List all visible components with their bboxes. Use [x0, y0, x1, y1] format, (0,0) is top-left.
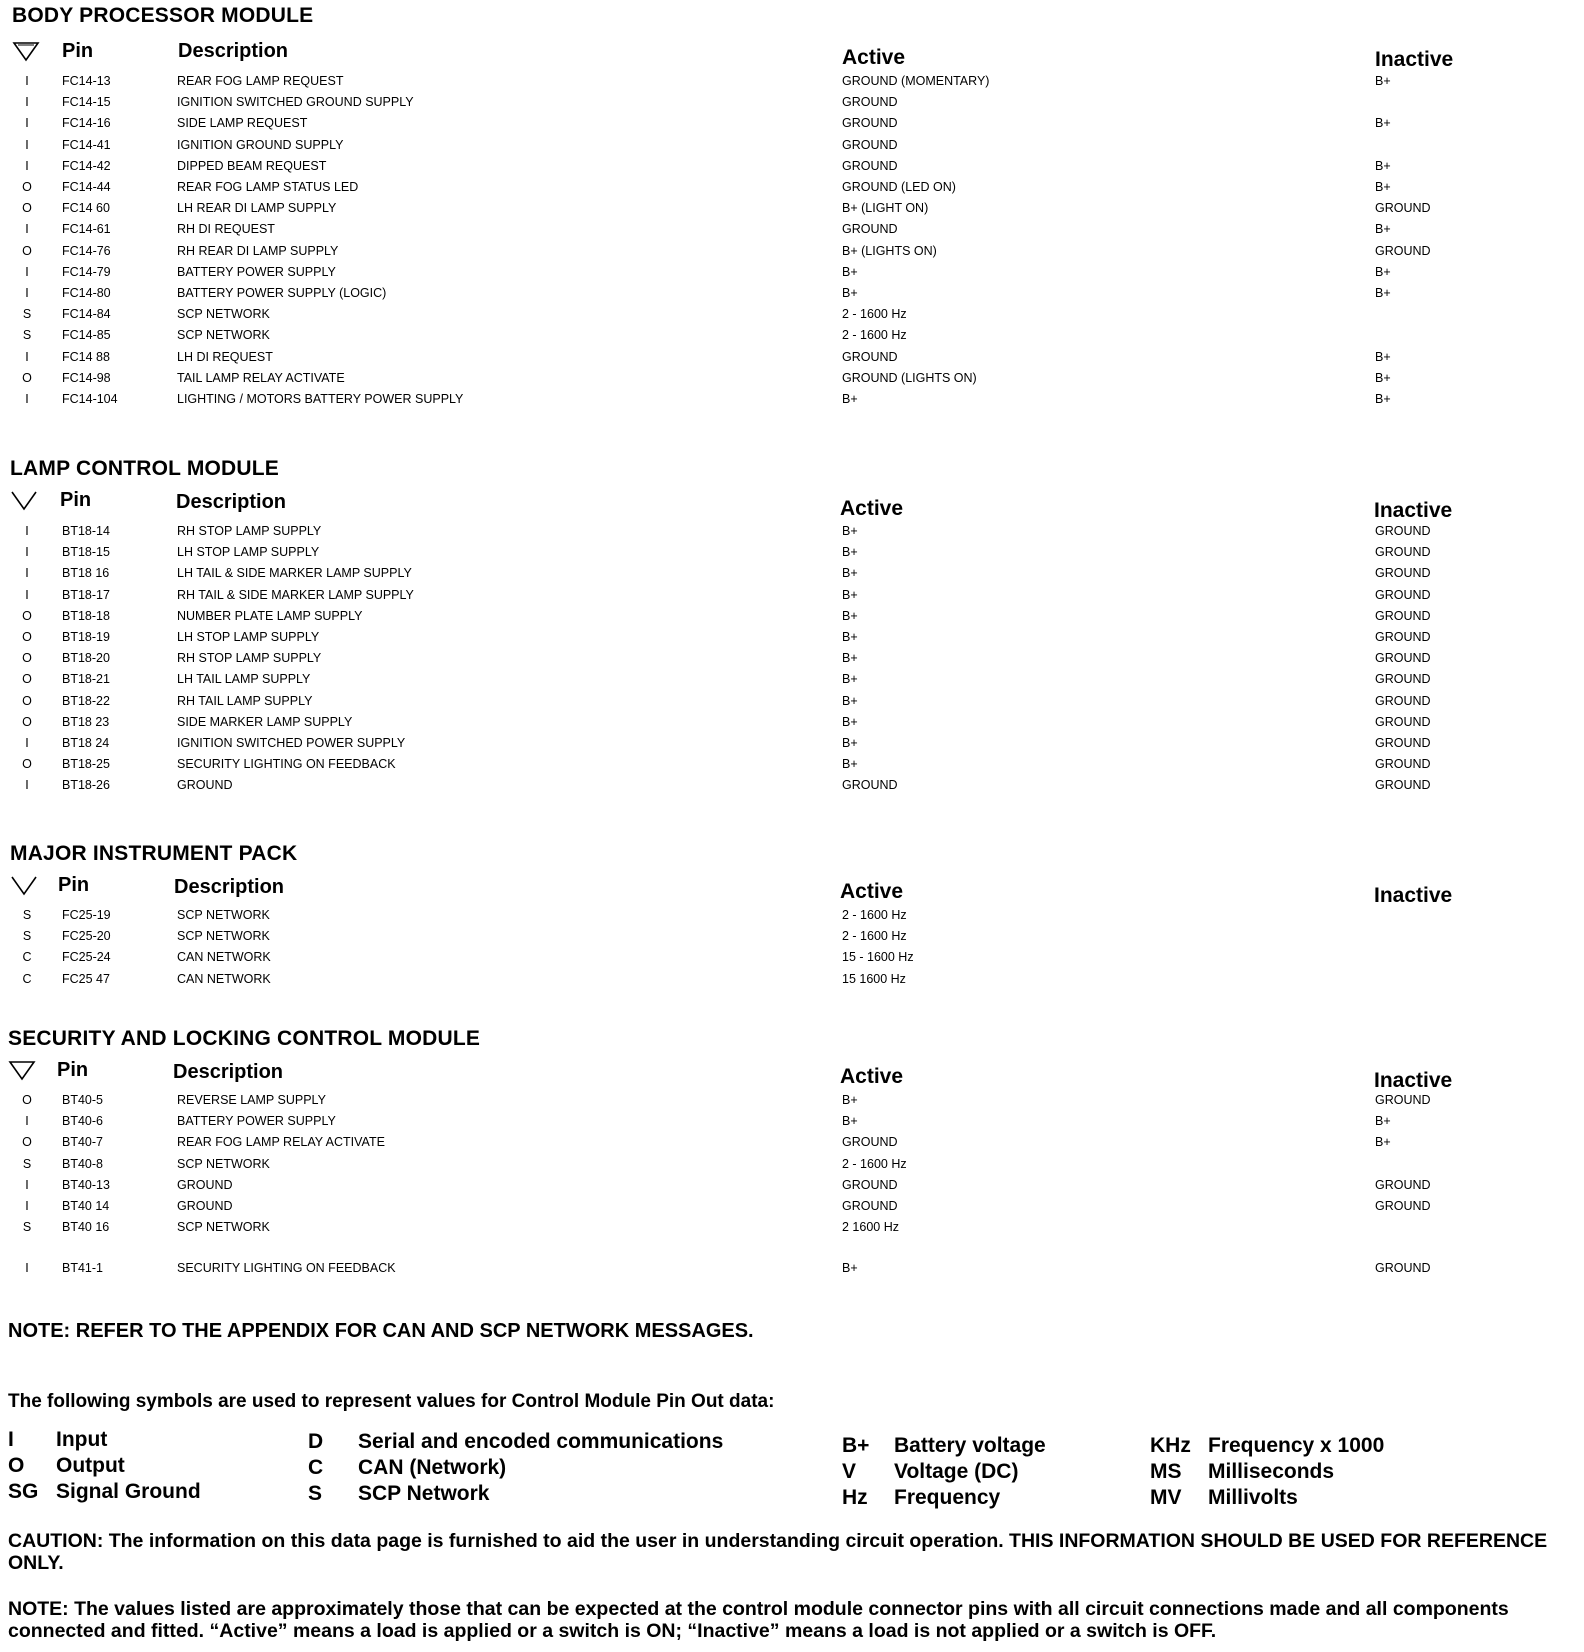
table-row [0, 159, 1584, 181]
legend-meaning: CAN (Network) [358, 1456, 507, 1479]
description-header: Description [176, 491, 287, 513]
table-row [0, 545, 1584, 567]
io-type-cell: I [25, 116, 29, 131]
inactive-cell: B+ [1375, 264, 1391, 279]
inactive-cell: B+ [1375, 180, 1391, 194]
io-type-cell: I [25, 286, 29, 300]
legend-symbol: B+ [842, 1434, 870, 1457]
pin-cell: FC14-85 [62, 328, 111, 343]
pin-cell: BT18-26 [62, 778, 110, 793]
description-cell: SECURITY LIGHTING ON FEEDBACK [177, 1261, 396, 1276]
active-cell: GROUND [842, 778, 898, 793]
inactive-cell: GROUND [1375, 1177, 1431, 1192]
table-row [0, 1157, 1584, 1179]
table-row [0, 715, 1584, 737]
appendix-note: NOTE: REFER TO THE APPENDIX FOR CAN AND SCP NETWORK MESSAGES. [8, 1320, 754, 1342]
active-cell: B+ (LIGHTS ON) [842, 243, 937, 258]
table-row [0, 588, 1584, 610]
io-type-cell: I [25, 524, 29, 538]
legend-symbol: S [308, 1482, 323, 1505]
pin-cell: FC14 60 [62, 201, 110, 216]
inactive-cell: GROUND [1375, 608, 1431, 623]
active-cell: B+ [842, 1114, 858, 1129]
pin-cell: FC25 47 [62, 971, 110, 986]
io-type-cell: C [22, 971, 32, 986]
table-row [0, 74, 1584, 96]
inactive-cell: GROUND [1375, 243, 1431, 258]
active-header: Active [842, 46, 906, 69]
pin-cell: FC14-44 [62, 180, 111, 194]
inactive-cell: GROUND [1375, 587, 1431, 602]
values-note-paragraph: NOTE: The values listed are approximately those that can be expected at the control module connector pins with all circuit connections made and all components connected and fitted. “Active” means a load is applied or a switch is ON; “Inactive” means a load is not applied or a switch is OFF. [8, 1598, 1509, 1642]
io-type-cell: O [22, 1135, 32, 1150]
description-cell: SIDE MARKER LAMP SUPPLY [177, 714, 353, 729]
inactive-cell: GROUND [1375, 545, 1431, 560]
active-cell: GROUND [842, 137, 898, 152]
pin-cell: BT40-5 [62, 1093, 103, 1107]
table-row [0, 778, 1584, 800]
table-row [0, 651, 1584, 673]
pin-cell: BT18-25 [62, 757, 110, 772]
io-type-cell: I [25, 545, 29, 560]
description-cell: RH STOP LAMP SUPPLY [177, 524, 322, 538]
active-header: Active [840, 880, 904, 903]
io-type-cell: O [22, 180, 32, 194]
io-type-cell: O [22, 672, 32, 687]
io-type-cell: S [22, 1220, 32, 1235]
pin-cell: FC14 88 [62, 349, 110, 364]
description-cell: TAIL LAMP RELAY ACTIVATE [177, 370, 345, 385]
table-row [0, 736, 1584, 758]
active-cell: GROUND (MOMENTARY) [842, 74, 990, 88]
inactive-cell: GROUND [1375, 736, 1431, 750]
io-type-cell: I [25, 137, 29, 152]
pin-cell: BT40-6 [62, 1114, 103, 1129]
description-cell: LH STOP LAMP SUPPLY [177, 545, 320, 560]
inactive-cell: B+ [1375, 116, 1391, 131]
inactive-header: Inactive [1374, 499, 1453, 522]
io-type-cell: O [22, 714, 32, 729]
legend-meaning: Battery voltage [894, 1434, 1046, 1457]
active-cell: B+ [842, 630, 858, 644]
io-type-cell: O [22, 651, 32, 666]
inactive-cell: GROUND [1375, 672, 1431, 687]
table-row [0, 929, 1584, 951]
io-type-cell: I [25, 778, 29, 793]
description-cell: REVERSE LAMP SUPPLY [177, 1093, 326, 1107]
table-row [0, 222, 1584, 244]
io-type-cell: S [22, 307, 32, 322]
active-cell: B+ [842, 566, 858, 581]
inactive-header: Inactive [1375, 48, 1454, 71]
table-row [0, 286, 1584, 308]
table-row [0, 180, 1584, 202]
active-cell: B+ [842, 264, 858, 279]
description-cell: IGNITION SWITCHED GROUND SUPPLY [177, 95, 414, 110]
inactive-cell: GROUND [1375, 757, 1431, 772]
table-row [0, 1261, 1584, 1283]
io-type-cell: O [22, 757, 32, 772]
active-cell: B+ [842, 693, 858, 708]
inactive-cell: B+ [1375, 392, 1391, 406]
active-cell: GROUND [842, 116, 898, 131]
description-cell: DIPPED BEAM REQUEST [177, 158, 327, 173]
description-cell: RH DI REQUEST [177, 222, 275, 237]
legend-meaning: Input [56, 1428, 108, 1451]
pin-cell: FC14-41 [62, 137, 111, 152]
inactive-cell: B+ [1375, 1135, 1391, 1150]
pin-cell: FC14-84 [62, 307, 111, 322]
table-row [0, 972, 1584, 994]
description-cell: REAR FOG LAMP REQUEST [177, 74, 344, 88]
io-type-cell: I [25, 74, 29, 88]
io-direction-icon [12, 40, 42, 64]
legend-meaning: Output [56, 1454, 125, 1477]
io-type-cell: S [22, 929, 32, 944]
description-cell: LIGHTING / MOTORS BATTERY POWER SUPPLY [177, 392, 464, 406]
io-type-cell: S [22, 908, 32, 922]
active-cell: B+ [842, 524, 858, 538]
legend-meaning: Millivolts [1208, 1486, 1298, 1509]
io-type-cell: O [22, 630, 32, 644]
pin-cell: BT18-18 [62, 608, 110, 623]
description-cell: SECURITY LIGHTING ON FEEDBACK [177, 757, 396, 772]
inactive-cell: GROUND [1375, 1093, 1431, 1107]
table-row [0, 350, 1584, 372]
table-row [0, 908, 1584, 930]
legend-symbol: V [842, 1460, 857, 1483]
description-cell: LH REAR DI LAMP SUPPLY [177, 201, 337, 216]
table-row [0, 1199, 1584, 1221]
section-lamp-control-module [0, 457, 1584, 817]
io-type-cell: I [25, 158, 29, 173]
symbol-legend [0, 1428, 1584, 1518]
pin-cell: BT18-17 [62, 587, 110, 602]
active-cell: GROUND [842, 349, 898, 364]
legend-symbol: C [308, 1456, 324, 1479]
description-cell: GROUND [177, 1177, 233, 1192]
pin-cell: BT40-13 [62, 1177, 110, 1192]
active-cell: B+ [842, 608, 858, 623]
pin-cell: FC14-76 [62, 243, 111, 258]
io-type-cell: I [25, 392, 29, 406]
pin-cell: BT18 23 [62, 714, 110, 729]
description-cell: GROUND [177, 778, 233, 793]
section-title: BODY PROCESSOR MODULE [12, 4, 314, 27]
legend-intro: The following symbols are used to represent values for Control Module Pin Out data: [8, 1391, 775, 1412]
io-type-cell: I [25, 95, 29, 110]
table-row [0, 672, 1584, 694]
description-cell: SCP NETWORK [177, 1220, 270, 1235]
active-cell: B+ [842, 392, 858, 406]
io-type-cell: S [22, 328, 32, 343]
description-cell: NUMBER PLATE LAMP SUPPLY [177, 608, 363, 623]
table-row [0, 950, 1584, 972]
inactive-cell: GROUND [1375, 566, 1431, 581]
io-type-cell: O [22, 1093, 32, 1107]
active-cell: B+ [842, 714, 858, 729]
inactive-cell: B+ [1375, 74, 1391, 88]
description-cell: REAR FOG LAMP RELAY ACTIVATE [177, 1135, 385, 1150]
section-title: SECURITY AND LOCKING CONTROL MODULE [8, 1027, 481, 1050]
description-cell: SCP NETWORK [177, 908, 270, 922]
table-row [0, 307, 1584, 329]
pin-cell: BT40-7 [62, 1135, 103, 1150]
pin-cell: FC25-24 [62, 950, 111, 965]
table-row [0, 1135, 1584, 1157]
legend-meaning: Voltage (DC) [894, 1460, 1019, 1483]
description-cell: LH STOP LAMP SUPPLY [177, 630, 320, 644]
legend-meaning: SCP Network [358, 1482, 490, 1505]
pin-cell: FC14-98 [62, 370, 111, 385]
description-cell: SCP NETWORK [177, 328, 270, 343]
active-cell: GROUND (LIGHTS ON) [842, 370, 977, 385]
table-row [0, 1178, 1584, 1200]
active-cell: B+ [842, 651, 858, 666]
io-type-cell: O [22, 608, 32, 623]
inactive-cell: B+ [1375, 286, 1391, 300]
inactive-cell: GROUND [1375, 630, 1431, 644]
inactive-cell: GROUND [1375, 714, 1431, 729]
active-cell: 2 - 1600 Hz [842, 929, 907, 944]
active-header: Active [840, 497, 904, 520]
pin-cell: FC14-13 [62, 74, 111, 88]
description-cell: REAR FOG LAMP STATUS LED [177, 180, 359, 194]
description-cell: SCP NETWORK [177, 929, 270, 944]
section-title: MAJOR INSTRUMENT PACK [10, 842, 298, 865]
pin-header: Pin [60, 489, 92, 511]
inactive-cell: GROUND [1375, 201, 1431, 216]
table-row [0, 1220, 1584, 1242]
pin-cell: BT18-15 [62, 545, 110, 560]
active-cell: B+ [842, 757, 858, 772]
pin-cell: FC14-42 [62, 158, 111, 173]
description-cell: LH TAIL LAMP SUPPLY [177, 672, 311, 687]
legend-symbol: MV [1150, 1486, 1182, 1509]
description-cell: BATTERY POWER SUPPLY [177, 264, 336, 279]
pin-cell: FC14-79 [62, 264, 111, 279]
legend-meaning: Signal Ground [56, 1480, 201, 1503]
table-row [0, 1114, 1584, 1136]
pin-cell: FC14-16 [62, 116, 111, 131]
active-cell: B+ [842, 587, 858, 602]
table-row [0, 265, 1584, 287]
active-cell: GROUND (LED ON) [842, 180, 956, 194]
legend-symbol: MS [1150, 1460, 1182, 1483]
inactive-header: Inactive [1374, 1069, 1453, 1092]
legend-meaning: Milliseconds [1208, 1460, 1335, 1483]
inactive-cell: B+ [1375, 222, 1391, 237]
legend-meaning: Frequency x 1000 [1208, 1434, 1385, 1457]
table-row [0, 201, 1584, 223]
inactive-cell: GROUND [1375, 693, 1431, 708]
table-row [0, 630, 1584, 652]
table-row [0, 371, 1584, 393]
pin-cell: BT18-19 [62, 630, 110, 644]
legend-symbol: SG [8, 1480, 39, 1503]
description-cell: IGNITION SWITCHED POWER SUPPLY [177, 736, 406, 750]
description-cell: RH STOP LAMP SUPPLY [177, 651, 322, 666]
io-type-cell: I [25, 587, 29, 602]
io-type-cell: I [25, 566, 29, 581]
description-cell: IGNITION GROUND SUPPLY [177, 137, 344, 152]
inactive-cell: GROUND [1375, 651, 1431, 666]
active-cell: 2 - 1600 Hz [842, 328, 907, 343]
io-type-cell: O [22, 693, 32, 708]
description-cell: LH DI REQUEST [177, 349, 273, 364]
table-row [0, 138, 1584, 160]
legend-symbol: D [308, 1430, 324, 1453]
io-type-cell: I [25, 1261, 29, 1276]
pin-cell: BT40 14 [62, 1199, 110, 1213]
pin-cell: BT18-21 [62, 672, 110, 687]
section-security-and-locking-control-module [0, 1027, 1584, 1307]
inactive-cell: GROUND [1375, 1261, 1431, 1276]
io-type-cell: I [25, 736, 29, 750]
inactive-cell: GROUND [1375, 1199, 1431, 1213]
inactive-cell: GROUND [1375, 524, 1431, 538]
pin-header: Pin [58, 874, 90, 896]
table-row [0, 1093, 1584, 1115]
description-cell: RH REAR DI LAMP SUPPLY [177, 243, 339, 258]
io-type-cell: I [25, 264, 29, 279]
table-row [0, 694, 1584, 716]
pin-cell: FC14-61 [62, 222, 111, 237]
active-cell: B+ [842, 1093, 858, 1107]
table-row [0, 392, 1584, 414]
active-cell: GROUND [842, 222, 898, 237]
io-type-cell: S [22, 1156, 32, 1171]
active-cell: GROUND [842, 95, 898, 110]
pin-cell: BT41-1 [62, 1261, 103, 1276]
description-cell: CAN NETWORK [177, 971, 271, 986]
active-cell: GROUND [842, 1199, 898, 1213]
caution-paragraph: CAUTION: The information on this data page is furnished to aid the user in understanding circuit operation. THIS INFORMATION SHOULD BE USED FOR REFERENCE ONLY. [8, 1530, 1548, 1574]
active-cell: GROUND [842, 158, 898, 173]
pin-cell: BT18 24 [62, 736, 110, 750]
table-row [0, 116, 1584, 138]
io-direction-icon [10, 874, 40, 898]
pin-header: Pin [57, 1059, 89, 1081]
table-row [0, 566, 1584, 588]
inactive-cell: B+ [1375, 158, 1391, 173]
legend-meaning: Frequency [894, 1486, 1001, 1509]
active-cell: B+ (LIGHT ON) [842, 201, 929, 216]
description-cell: RH TAIL LAMP SUPPLY [177, 693, 313, 708]
table-row [0, 757, 1584, 779]
io-type-cell: I [25, 1199, 29, 1213]
pin-cell: BT40 16 [62, 1220, 110, 1235]
description-cell: SCP NETWORK [177, 1156, 270, 1171]
pin-cell: BT40-8 [62, 1156, 103, 1171]
section-title: LAMP CONTROL MODULE [10, 457, 280, 480]
active-cell: B+ [842, 672, 858, 687]
inactive-cell: GROUND [1375, 778, 1431, 793]
inactive-cell: B+ [1375, 370, 1391, 385]
description-cell: GROUND [177, 1199, 233, 1213]
io-type-cell: O [22, 243, 32, 258]
active-cell: B+ [842, 286, 858, 300]
inactive-cell: B+ [1375, 1114, 1391, 1129]
active-cell: B+ [842, 736, 858, 750]
active-header: Active [840, 1065, 904, 1088]
legend-symbol: O [8, 1454, 25, 1477]
description-cell: SIDE LAMP REQUEST [177, 116, 308, 131]
io-type-cell: I [25, 349, 29, 364]
io-type-cell: I [25, 1114, 29, 1129]
inactive-header: Inactive [1374, 884, 1453, 907]
active-cell: 2 - 1600 Hz [842, 307, 907, 322]
active-cell: GROUND [842, 1135, 898, 1150]
pin-cell: BT18-22 [62, 693, 110, 708]
table-row [0, 524, 1584, 546]
active-cell: 15 1600 Hz [842, 971, 906, 986]
io-direction-icon [8, 1059, 38, 1083]
pin-header: Pin [62, 40, 94, 62]
active-cell: 15 - 1600 Hz [842, 950, 914, 965]
description-header: Description [178, 40, 289, 62]
legend-symbol: I [8, 1428, 14, 1451]
active-cell: 2 - 1600 Hz [842, 908, 907, 922]
table-row [0, 609, 1584, 631]
active-cell: 2 - 1600 Hz [842, 1156, 907, 1171]
pin-cell: FC25-20 [62, 929, 111, 944]
pin-cell: FC14-104 [62, 392, 118, 406]
active-cell: 2 1600 Hz [842, 1220, 899, 1235]
inactive-cell: B+ [1375, 349, 1391, 364]
pin-cell: FC14-15 [62, 95, 111, 110]
io-type-cell: I [25, 222, 29, 237]
io-type-cell: O [22, 370, 32, 385]
description-cell: LH TAIL & SIDE MARKER LAMP SUPPLY [177, 566, 412, 581]
active-cell: B+ [842, 1261, 858, 1276]
table-row [0, 244, 1584, 266]
section-body-processor-module [0, 4, 1584, 424]
legend-meaning: Serial and encoded communications [358, 1430, 724, 1453]
io-type-cell: C [22, 950, 32, 965]
legend-symbol: KHz [1150, 1434, 1191, 1457]
pin-cell: BT18 16 [62, 566, 110, 581]
description-cell: SCP NETWORK [177, 307, 270, 322]
table-row [0, 95, 1584, 117]
legend-symbol: Hz [842, 1486, 868, 1509]
active-cell: GROUND [842, 1177, 898, 1192]
pin-cell: BT18-20 [62, 651, 110, 666]
pin-cell: FC25-19 [62, 908, 111, 922]
description-cell: BATTERY POWER SUPPLY (LOGIC) [177, 286, 387, 300]
io-type-cell: I [25, 1177, 29, 1192]
pin-cell: BT18-14 [62, 524, 110, 538]
io-type-cell: O [22, 201, 32, 216]
description-header: Description [174, 876, 285, 898]
section-major-instrument-pack [0, 842, 1584, 1002]
description-cell: CAN NETWORK [177, 950, 271, 965]
description-cell: BATTERY POWER SUPPLY [177, 1114, 336, 1129]
table-row [0, 328, 1584, 350]
active-cell: B+ [842, 545, 858, 560]
description-cell: RH TAIL & SIDE MARKER LAMP SUPPLY [177, 587, 414, 602]
io-direction-icon [10, 489, 40, 513]
pin-cell: FC14-80 [62, 286, 111, 300]
description-header: Description [173, 1061, 284, 1083]
